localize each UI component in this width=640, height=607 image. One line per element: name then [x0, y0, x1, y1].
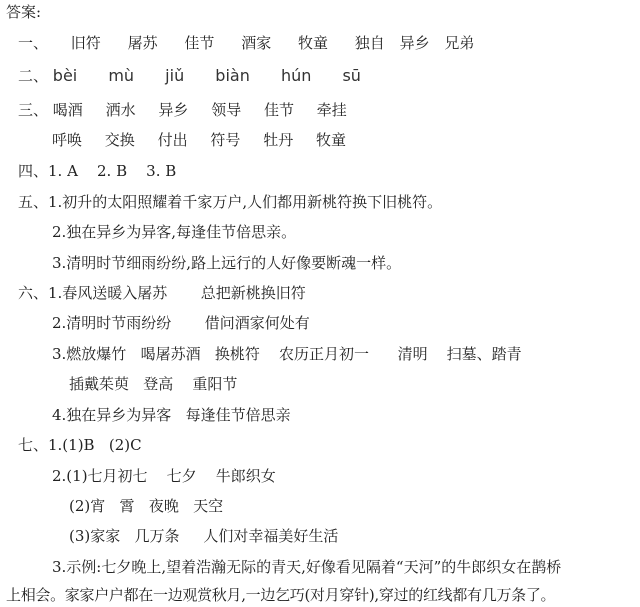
section-4: 四、1. A 2. B 3. B — [18, 162, 177, 180]
section-3-item: 付出 — [157, 131, 188, 149]
section-3-item: 喝酒 — [52, 101, 83, 119]
section-1-item: 佳节 — [184, 34, 215, 52]
pinyin-item: mù — [108, 66, 135, 85]
section-3-row-1 — [18, 100, 347, 120]
section-7-line-2: 2.(1)七月初七 七夕 牛郎织女 — [52, 467, 276, 485]
section-1-item: 屠苏 — [127, 34, 158, 52]
pinyin-item: sū — [342, 66, 361, 85]
section-1-number: 一、 — [18, 34, 49, 52]
section-3-item: 牡丹 — [263, 131, 294, 149]
section-6-line-2: 2.清明时节雨纷纷 借问酒家何处有 — [52, 314, 310, 332]
section-3-item: 牵挂 — [316, 101, 347, 119]
section-1-item: 异乡 — [399, 34, 430, 52]
section-5-line-3: 3.清明时节细雨纷纷,路上远行的人好像要断魂一样。 — [52, 254, 402, 272]
section-7-line-6: 上相会。家家户户都在一边观赏秋月,一边乞巧(对月穿针),穿过的红线都有几万条了。 — [6, 586, 556, 604]
section-3-item: 牧童 — [315, 131, 346, 149]
section-7-line-3: (2)宵 霄 夜晚 天空 — [69, 497, 224, 515]
section-1-item: 酒家 — [241, 34, 272, 52]
section-3-item: 佳节 — [263, 101, 294, 119]
section-1-item: 牧童 — [297, 34, 328, 52]
section-3-row-2 — [52, 130, 346, 150]
section-7-line-1: 七、1.(1)B (2)C — [18, 436, 142, 454]
section-1-item: 独自 — [354, 34, 385, 52]
section-7-line-5: 3.示例:七夕晚上,望着浩瀚无际的青天,好像看见隔着“天河”的牛郎织女在鹊桥 — [52, 558, 562, 576]
section-3-number: 三、 — [18, 101, 49, 119]
section-5-line-1: 五、1.初升的太阳照耀着千家万户,人们都用新桃符换下旧桃符。 — [18, 193, 443, 211]
section-2-number: 二、 — [18, 67, 49, 85]
section-3-item: 领导 — [211, 101, 242, 119]
section-6-line-3: 3.燃放爆竹 喝屠苏酒 换桃符 农历正月初一 清明 扫墓、踏青 — [52, 345, 522, 363]
pinyin-item: bèi — [52, 66, 78, 85]
section-6-line-4: 插戴茱萸 登高 重阳节 — [69, 375, 238, 393]
section-2 — [18, 66, 387, 86]
section-7-line-4: (3)家家 几万条 人们对幸福美好生活 — [69, 527, 339, 545]
pinyin-item: hún — [280, 66, 312, 85]
pinyin-item: jiǔ — [165, 66, 185, 85]
section-5-line-2: 2.独在异乡为异客,每逢佳节倍思亲。 — [52, 223, 297, 241]
section-3-item: 交换 — [104, 131, 135, 149]
section-1-item: 旧符 — [70, 34, 101, 52]
section-1-item: 兄弟 — [444, 34, 475, 52]
answer-title: 答案: — [6, 3, 42, 21]
pinyin-item: biàn — [215, 66, 250, 85]
section-6-line-5: 4.独在异乡为异客 每逢佳节倍思亲 — [52, 406, 291, 424]
section-3-item: 异乡 — [158, 101, 189, 119]
section-3-item: 洒水 — [105, 101, 136, 119]
section-3-item: 呼唤 — [52, 131, 83, 149]
section-6-line-1: 六、1.春风送暖入屠苏 总把新桃换旧符 — [18, 284, 306, 302]
section-1 — [18, 33, 474, 53]
section-3-item: 符号 — [210, 131, 241, 149]
